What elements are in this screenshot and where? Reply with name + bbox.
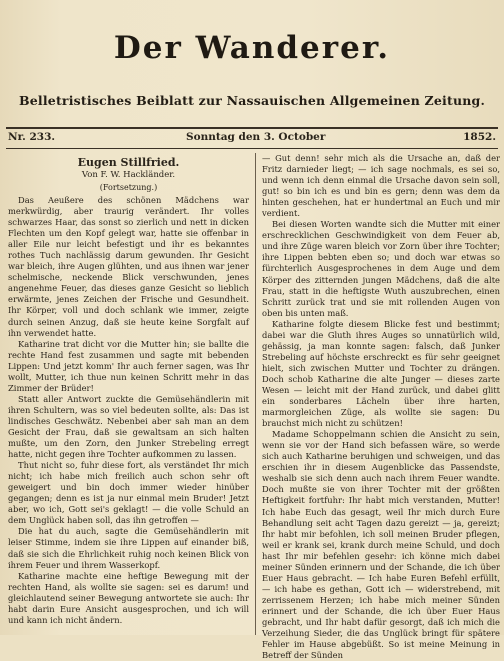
header-rule-bottom: [6, 148, 498, 149]
paragraph: Bei diesen Worten wandte sich die Mutter mit einer erschrecklichen Geschwindigkeit von dem Feuer ab, und ihre Züge waren bleich vor Zorn über ihre Tochter; ihre Lippen bebten eben so; und doch war etwas so fürchterlich Ausgesprochenes in dem Auge und dem Körper des zitternden jungen Mädchens, daß die alte Frau, statt in die heftigste Wuth auszubrechen, einen Schritt zurück trat und sie mit rollenden Augen von oben bis unten maß.: [262, 219, 500, 318]
subtitle: Belletristisches Beiblatt zur Nassauischen Allgemeinen Zeitung.: [18, 93, 486, 108]
story-continuation: (Fortsetzung.): [99, 183, 158, 192]
column-divider: [255, 153, 256, 635]
paragraph: — Gut denn! sehr mich als die Ursache an, daß der Fritz darnieder liegt; — ich sage nochmals, es sei so, und wenn ich denn einmal die Ursache davon sein soll, gut! so bin ich es und bin es gern; denn was dem da hinten geschehen, hat er hundertmal an Euch und mir verdient.: [262, 153, 500, 219]
story-author: Von F. W. Hackländer.: [81, 170, 176, 180]
left-column: [8, 153, 249, 635]
paragraph: Das Aeußere des schönen Mädchens war merkwürdig, aber traurig verändert. Ihr volles schwarzes Haar, das sonst so zierlich und nett in dicken Flechten um den Kopf gelegt war, hatte sie offenbar in aller Eile nur leicht befestigt und ihr es bekanntes rothes Tuch nachlässig darum gewunden. Ihr Gesicht war bleich, ihre Augen glühten, und aus ihnen war jener schelmische, neckende Blick verschwunden, jenes angenehme Feuer, das dieses ganze Gesicht so lieblich erwärmte, jenes Zeichen der Frische und Gesundheit. Ihr Körper, voll und doch schlank wie immer, zeigte durch seinen Anzug, daß sie heute keine Sorgfalt auf ihn verwendet hatte.: [8, 195, 249, 338]
paragraph: Katharine folgte diesem Blicke fest und bestimmt; dabei war die Gluth ihres Auges so unnatürlich wild, gehässig, ja man konnte sagen: falsch, daß Junker Strebeling auf höchste erschreckt es für sehr geeignet hielt, sich zwischen Mutter und Tochter zu drängen. Doch schob Katharine die alte Junger — dieses zarte Wesen — leicht mit der Hand zurück, und dabei glitt ein sonderbares Lächeln über ihre harten, marmorgleichen Züge, als wollte sie sagen: Du brauchst mich nicht zu schützen!: [262, 318, 500, 429]
paragraph: Madame Schoppelmann schien die Ansicht zu sein, wenn sie vor der Hand sich befassen wäre, so werde sich auch Katharine beruhigen und schweigen, und das erschien ihr in diesem Augenblicke das Passendste, weshalb sie sich denn auch nach ihrem Feuer wandte. Doch mußte sie von ihrer Tochter mit der größten Heftigkeit fortfuhr: Ihr habt mich verstanden, Mutter! Ich habe Euch das gesagt, weil Ihr mich durch Eure Behandlung seit acht Tagen dazu gereizt — ja, gereizt; Ihr habt mir befohlen, ich soll meinen Bruder pflegen, weil er krank sei, krank durch meine Schuld, und doch hast Ihr mir befehlen gesehr: ich könne mich dabei meiner Sünden erinnern und der Schande, die ich über Euer Haus gebracht. — Ich habe Euren Befehl erfüllt, — ich habe es gethan, Gott ich — widerstrebend, mit zerrissenem Herzen; ich habe mich meiner Sünden erinnert und der Schande, die ich über Euer Haus gebracht, und Ihr habt dafür gesorgt, daß ich mich die Verzeihung Sieder, die das Unglück bringt für spätere Fehler im Hause abgebüßt. So ist meine Meinung in Betreff der Sünden: [262, 429, 500, 661]
paragraph: Statt aller Antwort zuckte die Gemüsehändlerin mit ihren Schultern, was so viel bedeuten sollte, als: Das ist lindisches Geschwätz. Nebenbei aber sah man an dem Gesicht der Frau, daß sie gewaltsam an sich halten mußte, um den Zorn, den Junker Strebeling erregt hatte, nicht gegen ihre Tochter aufkommen zu lassen.: [8, 393, 249, 460]
issue-line: [8, 131, 496, 145]
issue-number: Nr. 233.: [8, 131, 56, 143]
paragraph: Die hat du auch, sagte die Gemüsehändlerin mit leiser Stimme, indem sie ihre Lippen auf einander biß, daß sie sich die Ehrlichkeit ruhig noch keinen Blick von ihrem Feuer und ihrem Wasserkopf.: [8, 526, 249, 570]
paragraph: Katharine machte eine heftige Bewegung mit der rechten Hand, als wollte sie sagen: sei es darum! und gleichlautend seiner Bewegung antwortete sie auch: Ihr habt darin Eure Ansicht ausgesprochen, und ich will und kann ich nicht ändern.: [8, 570, 249, 625]
issue-date: Sonntag den 3. October: [186, 131, 326, 143]
paragraph: Thut nicht so, fuhr diese fort, als verständet Ihr mich nicht; ich habe mich freilich auch schon sehr oft geweigert und bin doch immer wieder hinüber gegangen; denn es ist ja nur einmal mein Bruder! Jetzt aber, wo ich, Gott sei's geklagt! — die volle Schuld an dem Unglück haben soll, das ihn getroffen —: [8, 460, 249, 526]
right-column: [262, 153, 500, 661]
masthead-title: Der Wanderer.: [113, 30, 391, 66]
story-title: Eugen Stillfried.: [77, 156, 180, 169]
issue-year: 1852.: [463, 131, 496, 143]
header-rule-top: [6, 127, 498, 129]
paragraph: Katharine trat dicht vor die Mutter hin; sie ballte die rechte Hand fest zusammen und sagte mit bebenden Lippen: Und jetzt komm' Ihr auch ferner sagen, was Ihr wollt, Mutter, ich thue nun keinen Schritt mehr in das Zimmer der Brüder!: [8, 338, 249, 393]
